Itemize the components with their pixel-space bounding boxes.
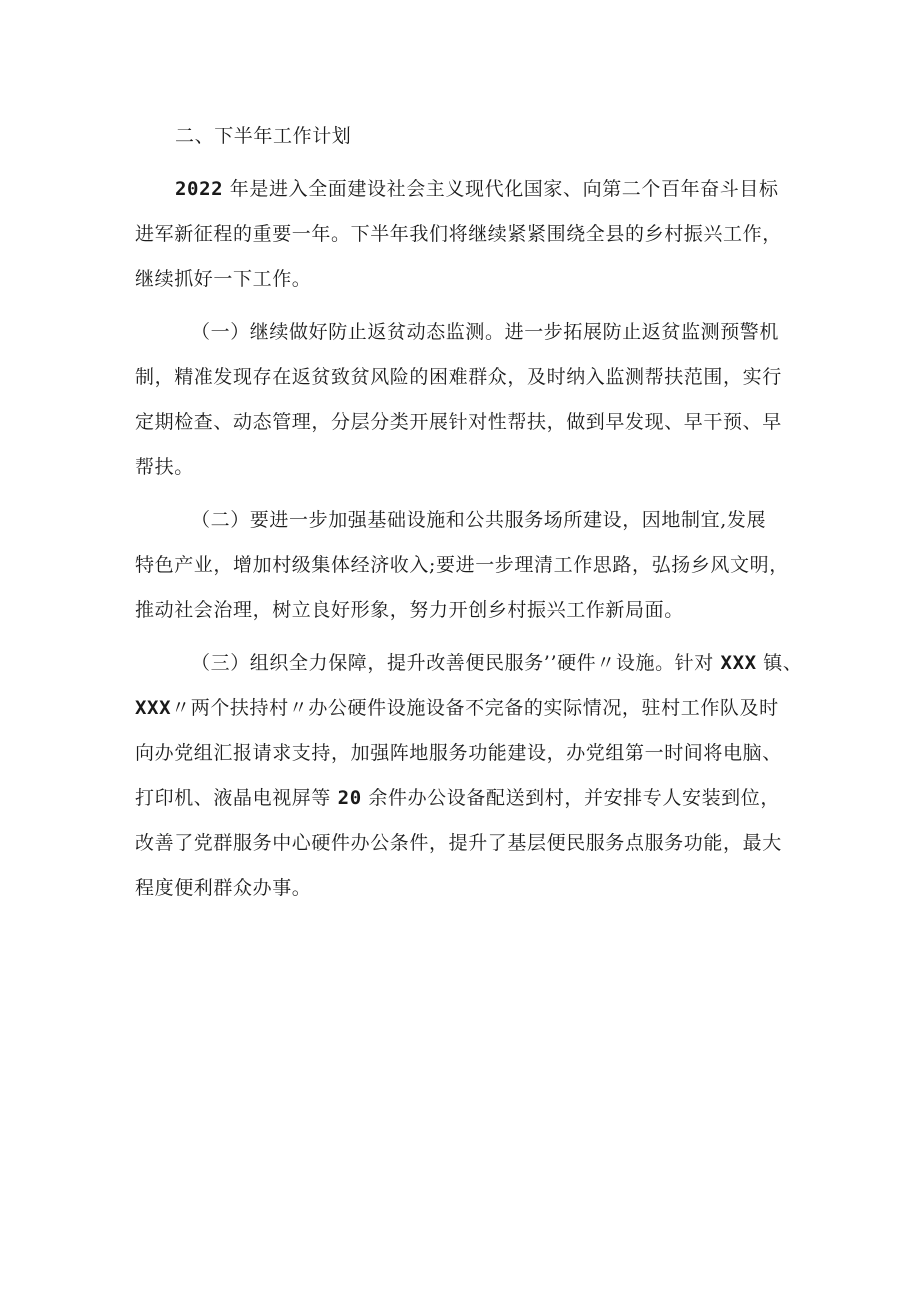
intro-paragraph <box>135 167 795 302</box>
item-3-line-4-text-b: 余件办公设备配送到村，并安排专人安装到位， <box>368 787 780 809</box>
item-2-paragraph <box>135 498 795 633</box>
town-placeholder-1: XXX <box>720 652 757 674</box>
section-heading: 二、下半年工作计划 <box>175 125 352 147</box>
equipment-count: 20 <box>337 787 362 809</box>
item-3-line-4-text-a: 打印机、液晶电视屏等 <box>135 787 332 809</box>
item-2-line-1: （二）要进一步加强基础设施和公共服务场所建设，因地制宜,发展 <box>191 509 767 531</box>
item-1-line-4: 帮扶。 <box>135 456 194 478</box>
item-2-line-3: 推动社会治理，树立良好形象，努力开创乡村振兴工作新局面。 <box>135 599 684 621</box>
intro-line-1 <box>135 167 795 212</box>
item-3-line-4 <box>135 776 795 821</box>
item-3-line-2 <box>135 686 795 731</box>
item-1-line-1: （一）继续做好防止返贫动态监测。进一步拓展防止返贫监测预警机 <box>191 321 780 343</box>
item-3-line-1-text-a: （三）组织全力保障，提升改善便民服务’’硬件〃设施。针对 <box>191 652 714 674</box>
town-placeholder-2: XXX <box>135 697 172 719</box>
item-3-line-1 <box>135 641 803 686</box>
item-3-line-5: 改善了党群服务中心硬件办公条件，提升了基层便民服务点服务功能，最大 <box>135 832 782 854</box>
item-3-line-3: 向办党组汇报请求支持，加强阵地服务功能建设，办党组第一时间将电脑、 <box>135 742 782 764</box>
item-3-paragraph <box>135 641 803 911</box>
item-3-line-1-text-b: 镇、 <box>763 652 803 674</box>
item-3-line-2-text: 〃两个扶持村〃办公硬件设施设备不完备的实际情况，驻村工作队及时 <box>171 697 779 719</box>
item-2-line-2: 特色产业，增加村级集体经济收入;要进一步理清工作思路，弘扬乡风文明， <box>135 554 789 576</box>
item-1-paragraph <box>135 310 795 490</box>
intro-line-3: 继续抓好一下工作。 <box>135 268 312 290</box>
intro-line-1-text: 年是进入全面建设社会主义现代化国家、向第二个百年奋斗目标 <box>229 178 779 200</box>
item-3-line-6: 程度便利群众办事。 <box>135 877 312 899</box>
intro-line-2: 进军新征程的重要一年。下半年我们将继续紧紧围绕全县的乡村振兴工作， <box>135 223 782 245</box>
document-body <box>135 114 803 911</box>
year-number: 2022 <box>175 178 224 200</box>
item-1-line-2: 制，精准发现存在返贫致贫风险的困难群众，及时纳入监测帮扶范围，实行 <box>135 366 782 388</box>
item-1-line-3: 定期检查、动态管理，分层分类开展针对性帮扶，做到早发现、早干预、早 <box>135 411 782 433</box>
